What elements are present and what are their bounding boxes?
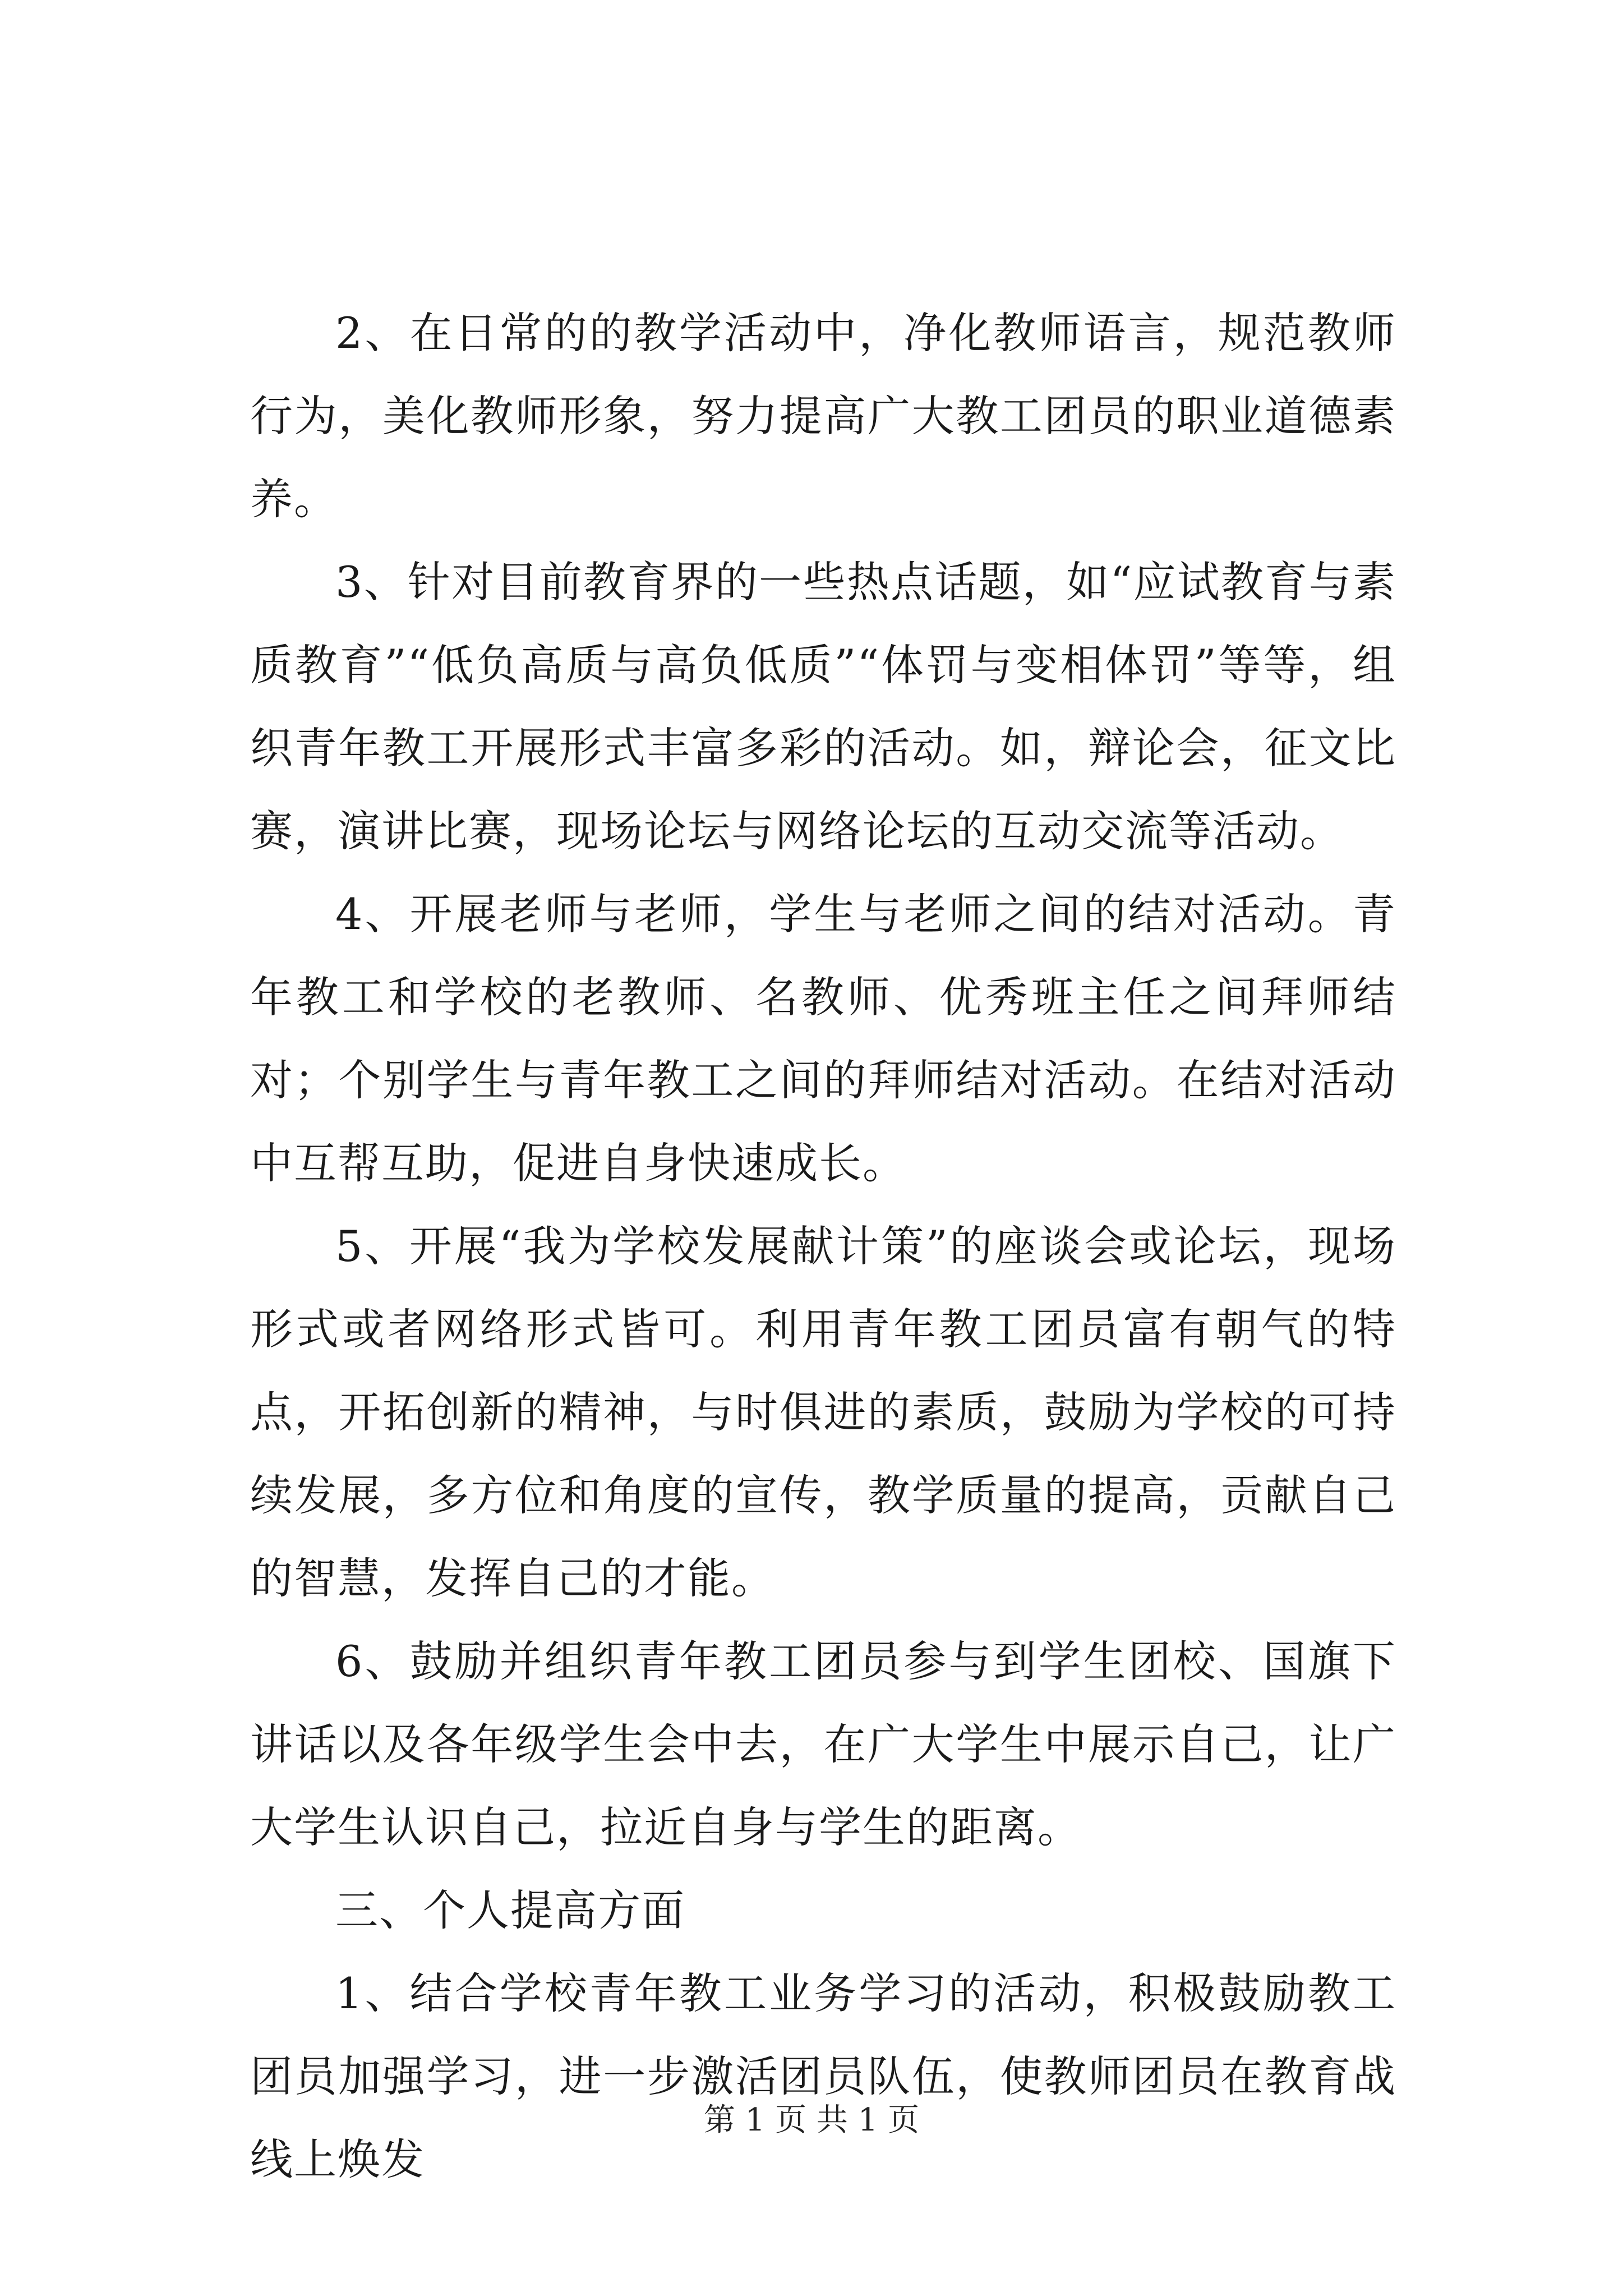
paragraph-item-2: 2、在日常的的教学活动中，净化教师语言，规范教师行为，美化教师形象，努力提高广大教工团员的职业道德素养。 — [250, 308, 1396, 524]
document-body — [250, 292, 1396, 2201]
paragraph-item-4: 4、开展老师与老师，学生与老师之间的结对活动。青年教工和学校的老教师、名教师、优秀班主任之间拜师结对；个别学生与青年教工之间的拜师结对活动。在结对活动中互帮互助，促进自身快速成长。 — [250, 889, 1396, 1188]
paragraph-item-1: 1、结合学校青年教工业务学习的活动，积极鼓励教工团员加强学习，进一步激活团员队伍，使教师团员在教育战线上焕发 — [250, 1968, 1396, 2184]
page-footer: 第 1 页 共 1 页 — [703, 2102, 920, 2138]
paragraph-item-5: 5、开展“我为学校发展献计策”的座谈会或论坛，现场形式或者网络形式皆可。利用青年教工团员富有朝气的特点，开拓创新的精神，与时俱进的素质，鼓励为学校的可持续发展，多方位和角度的宣传，教学质量的提高，贡献自己的智慧，发挥自己的才能。 — [250, 1221, 1396, 1603]
paragraph-item-6: 6、鼓励并组织青年教工团员参与到学生团校、国旗下讲话以及各年级学生会中去，在广大学生中展示自己，让广大学生认识自己，拉近自身与学生的距离。 — [250, 1636, 1396, 1852]
paragraph-item-3: 3、针对目前教育界的一些热点话题，如“应试教育与素质教育”“低负高质与高负低质”“体罚与变相体罚”等等，组织青年教工开展形式丰富多彩的活动。如，辩论会，征文比赛，演讲比赛，现场论坛与网络论坛的互动交流等活动。 — [250, 557, 1396, 856]
section-heading: 三、个人提高方面 — [335, 1885, 685, 1935]
